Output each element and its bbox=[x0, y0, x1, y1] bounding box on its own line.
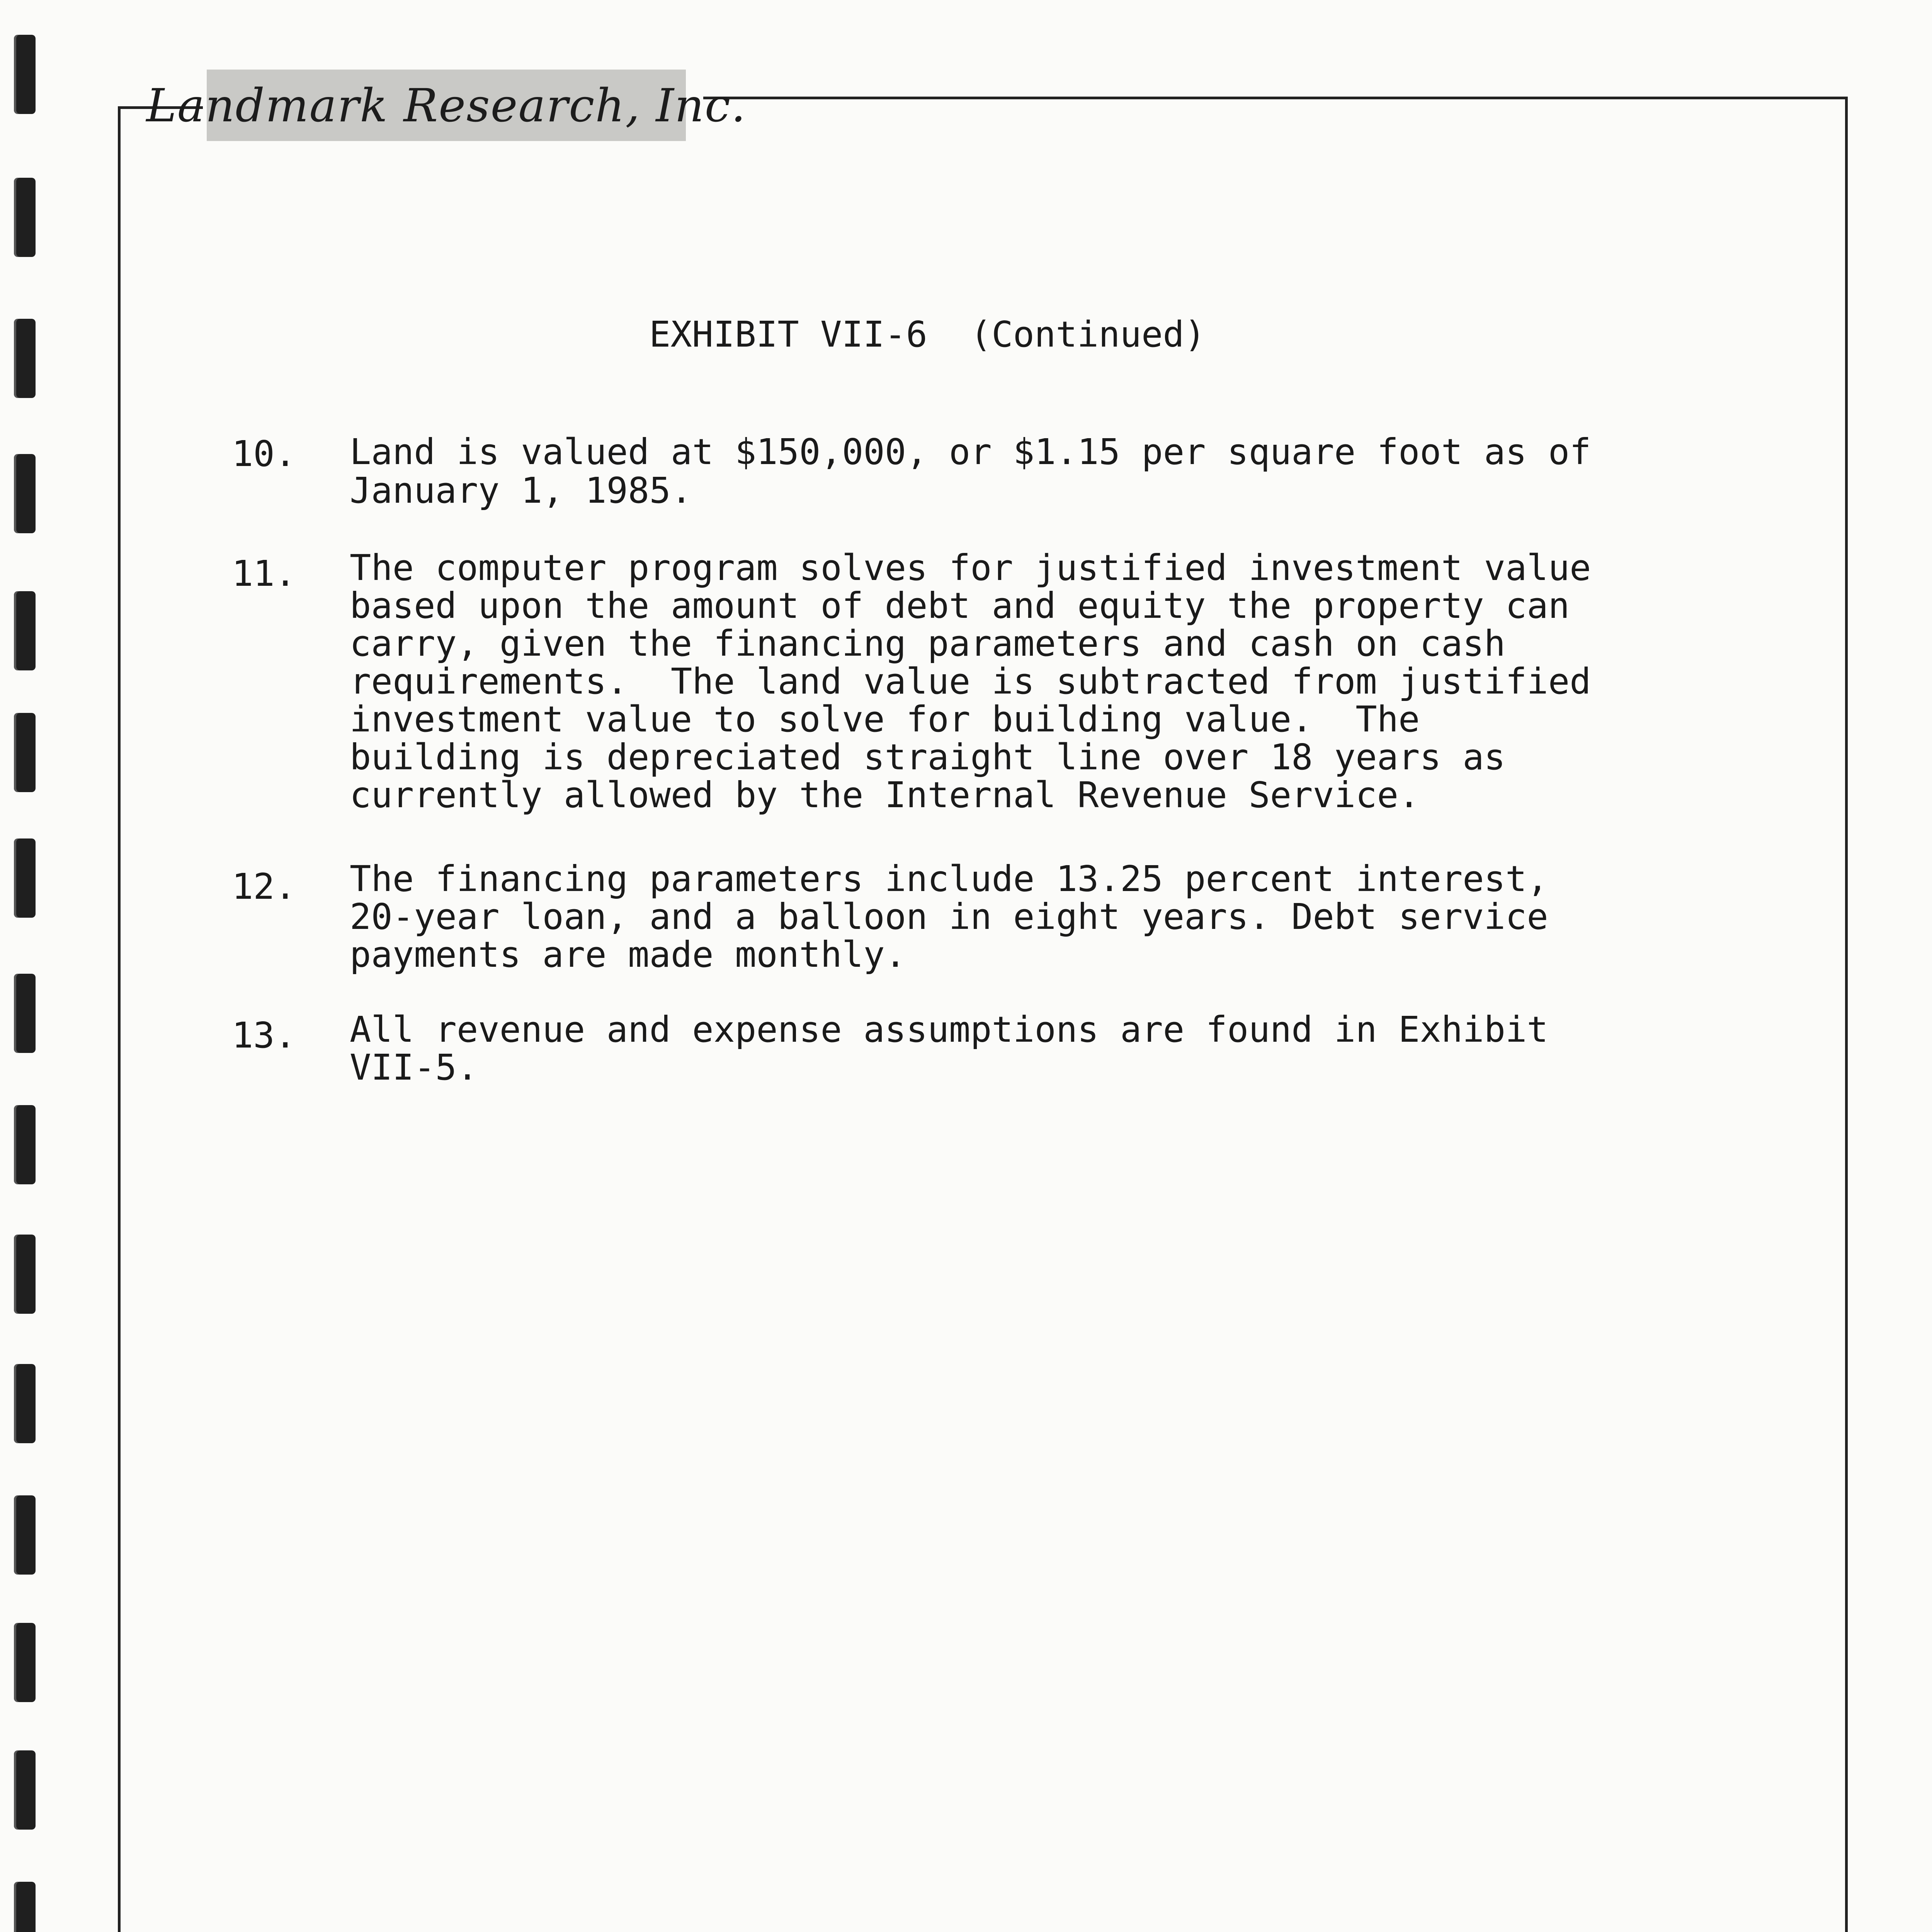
item-number: 13. bbox=[232, 1015, 296, 1056]
binder-hole bbox=[14, 1882, 36, 1932]
binder-hole bbox=[14, 1235, 36, 1314]
item-text-line: currently allowed by the Internal Revenue Service. bbox=[350, 774, 1420, 816]
binder-hole bbox=[14, 591, 36, 670]
item-text-line: requirements. The land value is subtracted from justified bbox=[350, 661, 1591, 702]
binder-hole bbox=[14, 319, 36, 398]
item-text-line: All revenue and expense assumptions are found in Exhibit bbox=[350, 1009, 1548, 1050]
item-text-line: The computer program solves for justified investment value bbox=[350, 547, 1591, 588]
frame-border-left bbox=[118, 106, 121, 1932]
binder-hole bbox=[14, 454, 36, 533]
item-text-line: January 1, 1985. bbox=[350, 470, 692, 511]
binder-hole bbox=[14, 838, 36, 918]
binder-hole bbox=[14, 1750, 36, 1830]
frame-border-top bbox=[703, 97, 1848, 99]
company-logo-text: Landmark Research, Inc. bbox=[146, 78, 747, 132]
item-number: 12. bbox=[232, 866, 296, 907]
item-text-line: The financing parameters include 13.25 percent interest, bbox=[350, 858, 1548, 900]
item-text-line: 20-year loan, and a balloon in eight years. Debt service bbox=[350, 896, 1548, 937]
item-text-line: VII-5. bbox=[350, 1047, 478, 1088]
item-text-line: based upon the amount of debt and equity the property can bbox=[350, 585, 1570, 626]
company-logo bbox=[146, 70, 747, 141]
item-text-line: carry, given the financing parameters and cash on cash bbox=[350, 623, 1505, 664]
binder-hole bbox=[14, 1105, 36, 1184]
item-text-line: Land is valued at $150,000, or $1.15 per square foot as of bbox=[350, 431, 1591, 473]
item-text-line: building is depreciated straight line over 18 years as bbox=[350, 736, 1505, 778]
frame-border-right bbox=[1845, 97, 1848, 1932]
item-number: 11. bbox=[232, 553, 296, 594]
binder-hole bbox=[14, 35, 36, 114]
binder-hole bbox=[14, 178, 36, 257]
binder-hole bbox=[14, 974, 36, 1053]
item-number: 10. bbox=[232, 433, 296, 474]
binder-hole bbox=[14, 1364, 36, 1443]
item-text-line: investment value to solve for building value. The bbox=[350, 699, 1420, 740]
binder-hole bbox=[14, 713, 36, 792]
exhibit-title: EXHIBIT VII-6 (Continued) bbox=[649, 314, 1206, 355]
binder-hole bbox=[14, 1623, 36, 1702]
binder-edge bbox=[0, 0, 46, 1932]
binder-hole bbox=[14, 1495, 36, 1575]
item-text-line: payments are made monthly. bbox=[350, 934, 906, 975]
